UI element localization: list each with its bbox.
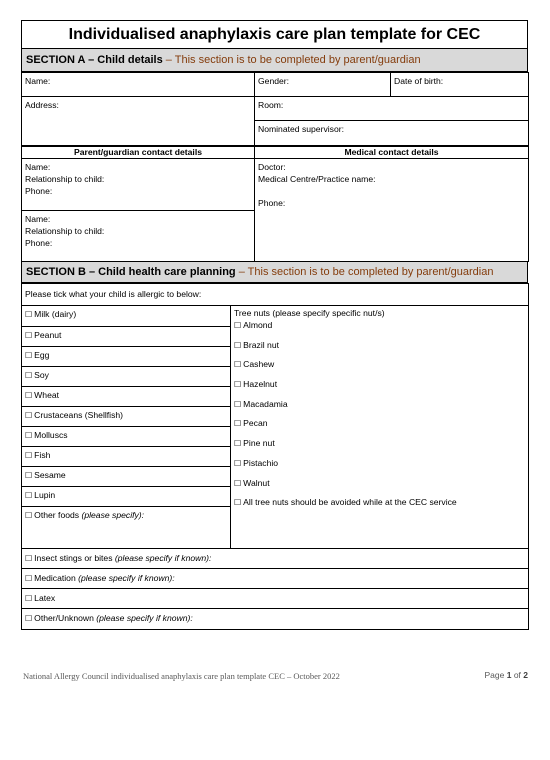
allergy-table (21, 283, 529, 630)
allergen-medication[interactable] (22, 569, 529, 589)
medical-contact[interactable] (255, 159, 529, 262)
checkbox-icon[interactable]: ☐ (234, 380, 242, 390)
page-current: 1 (506, 670, 512, 680)
tree-nut-macadamia[interactable] (234, 398, 525, 418)
section-a-title: SECTION A – Child details (26, 54, 163, 66)
parent-contact-1[interactable] (22, 159, 255, 211)
tree-nut-label: Walnut (243, 477, 270, 488)
doctor-label: Doctor: (258, 162, 286, 172)
dob-label: Date of birth: (394, 76, 444, 86)
allergen-label: Insect stings or bites (34, 553, 115, 563)
allergen-label: Medication (34, 573, 79, 583)
allergen-insect-stings[interactable] (22, 549, 529, 569)
allergen-label: Molluscs (34, 429, 68, 440)
checkbox-icon[interactable]: ☐ (25, 574, 33, 583)
child-name-label: Name: (25, 76, 51, 86)
tree-nut-walnut[interactable] (234, 477, 525, 497)
tree-nut-cashew[interactable] (234, 358, 525, 378)
section-b-heading (21, 262, 528, 283)
gender-label: Gender: (258, 76, 290, 86)
allergen-label: Fish (34, 449, 51, 460)
checkbox-icon[interactable]: ☐ (234, 321, 242, 330)
supervisor-field[interactable] (255, 121, 529, 146)
tree-nut-label: Hazelnut (243, 379, 278, 390)
page-title: Individualised anaphylaxis care plan template for CEC (21, 20, 528, 49)
section-b-subtitle: – This section is to be completed by parent/guardian (235, 266, 494, 278)
allergen-note: (please specify): (81, 509, 145, 520)
checkbox-icon[interactable]: ☐ (25, 430, 33, 440)
parent-2-name-label: Name: (25, 214, 51, 224)
tree-nut-label: Cashew (243, 359, 275, 370)
checkbox-icon[interactable]: ☐ (234, 419, 242, 429)
tree-nut-pine-nut[interactable] (234, 437, 525, 457)
checkbox-icon[interactable]: ☐ (25, 614, 33, 623)
allergen-label: Soy (34, 369, 49, 380)
allergen-label: Milk (dairy) (34, 309, 77, 319)
allergen-wheat[interactable] (22, 386, 230, 406)
allergen-list (22, 306, 230, 548)
checkbox-icon[interactable]: ☐ (25, 450, 33, 460)
allergen-label: Latex (34, 593, 56, 603)
footer-page-number (485, 670, 529, 680)
allergen-label: Lupin (34, 489, 56, 500)
parent-2-phone-label: Phone: (25, 238, 53, 248)
medical-phone-label: Phone: (258, 198, 286, 208)
checkbox-icon[interactable]: ☐ (234, 478, 242, 488)
child-name-field[interactable] (22, 73, 255, 97)
allergy-instruction: Please tick what your child is allergic to below: (22, 284, 529, 306)
room-field[interactable] (255, 97, 529, 121)
allergen-peanut[interactable] (22, 326, 230, 346)
allergen-label: Wheat (34, 389, 60, 400)
allergen-note: (please specify if known): (78, 573, 175, 583)
allergen-milk[interactable] (22, 306, 230, 326)
allergen-label: Egg (34, 349, 50, 360)
checkbox-icon[interactable]: ☐ (234, 458, 242, 468)
checkbox-icon[interactable]: ☐ (25, 470, 33, 480)
page-word: Page (484, 670, 507, 680)
tree-nut-label: Brazil nut (243, 339, 279, 350)
tree-nuts-list (234, 319, 525, 516)
parent-1-relationship-label: Relationship to child: (25, 174, 105, 184)
tree-nut-hazelnut[interactable] (234, 378, 525, 398)
checkbox-icon[interactable]: ☐ (25, 390, 33, 400)
page-of: of (511, 670, 524, 680)
section-b-title: SECTION B – Child health care planning (26, 266, 236, 278)
address-field[interactable] (22, 97, 255, 146)
checkbox-icon[interactable]: ☐ (25, 410, 33, 420)
allergen-label: Peanut (34, 329, 62, 340)
allergen-label: Other foods (34, 509, 82, 520)
checkbox-icon[interactable]: ☐ (25, 554, 33, 563)
parent-1-phone-label: Phone: (25, 186, 53, 196)
tree-nut-all[interactable] (234, 496, 525, 516)
contact-details-table (21, 146, 529, 262)
tree-nut-pistachio[interactable] (234, 457, 525, 477)
supervisor-label: Nominated supervisor: (258, 124, 344, 134)
allergen-egg[interactable] (22, 346, 230, 366)
parent-2-relationship-label: Relationship to child: (25, 226, 105, 236)
tree-nut-label: Pecan (243, 418, 268, 429)
allergen-column (22, 306, 231, 549)
allergen-note: (please specify if known): (114, 553, 212, 563)
care-plan-form (21, 20, 528, 630)
allergen-lupin[interactable] (22, 486, 230, 506)
tree-nut-pecan[interactable] (234, 417, 525, 437)
parent-contact-header: Parent/guardian contact details (22, 147, 255, 159)
checkbox-icon[interactable]: ☐ (25, 350, 33, 360)
tree-nut-label: Almond (243, 320, 273, 330)
tree-nut-label: Pine nut (243, 438, 275, 449)
checkbox-icon[interactable]: ☐ (234, 340, 242, 350)
allergen-latex[interactable] (22, 589, 529, 609)
dob-field[interactable] (391, 73, 529, 97)
checkbox-icon[interactable]: ☐ (25, 310, 33, 319)
allergen-other-foods[interactable] (22, 506, 230, 548)
section-a-subtitle: – This section is to be completed by parent/guardian (162, 54, 421, 66)
allergen-fish[interactable] (22, 446, 230, 466)
tree-nuts-heading: Tree nuts (please specify specific nut/s) (234, 308, 385, 318)
tree-nut-label: Macadamia (243, 398, 288, 409)
checkbox-icon[interactable]: ☐ (25, 330, 33, 340)
checkbox-icon[interactable]: ☐ (234, 399, 242, 409)
medical-contact-header: Medical contact details (255, 147, 529, 159)
allergen-label: Sesame (34, 469, 66, 480)
footer-document-title: National Allergy Council individualised anaphylaxis care plan template CEC – October 2022 (23, 671, 340, 681)
allergen-soy[interactable] (22, 366, 230, 386)
room-label: Room: (258, 100, 284, 110)
checkbox-icon[interactable]: ☐ (234, 439, 242, 449)
checkbox-icon[interactable]: ☐ (25, 594, 33, 603)
checkbox-icon[interactable]: ☐ (234, 360, 242, 370)
checkbox-icon[interactable]: ☐ (25, 370, 33, 380)
checkbox-icon[interactable]: ☐ (25, 510, 33, 520)
allergen-other-unknown[interactable] (22, 609, 529, 630)
parent-1-name-label: Name: (25, 162, 51, 172)
allergen-molluscs[interactable] (22, 426, 230, 446)
parent-contact-2[interactable] (22, 211, 255, 262)
practice-label: Medical Centre/Practice name: (258, 174, 376, 184)
address-label: Address: (25, 100, 59, 110)
checkbox-icon[interactable]: ☐ (25, 490, 33, 500)
tree-nuts-column (231, 306, 529, 549)
section-a-heading (21, 49, 528, 72)
allergen-sesame[interactable] (22, 466, 230, 486)
checkbox-icon[interactable]: ☐ (234, 498, 242, 508)
tree-nut-label: Pistachio (243, 457, 279, 468)
page-total: 2 (523, 670, 528, 680)
tree-nut-brazil[interactable] (234, 339, 525, 359)
tree-nut-label: All tree nuts should be avoided while at the CEC service (243, 497, 457, 508)
allergen-note: (please specify if known): (96, 613, 193, 623)
allergen-label: Other/Unknown (34, 613, 97, 623)
child-details-table (21, 72, 529, 146)
gender-field[interactable] (255, 73, 391, 97)
allergen-label: Crustaceans (Shellfish) (34, 409, 124, 420)
allergen-crustaceans[interactable] (22, 406, 230, 426)
tree-nut-almond[interactable] (234, 319, 525, 339)
